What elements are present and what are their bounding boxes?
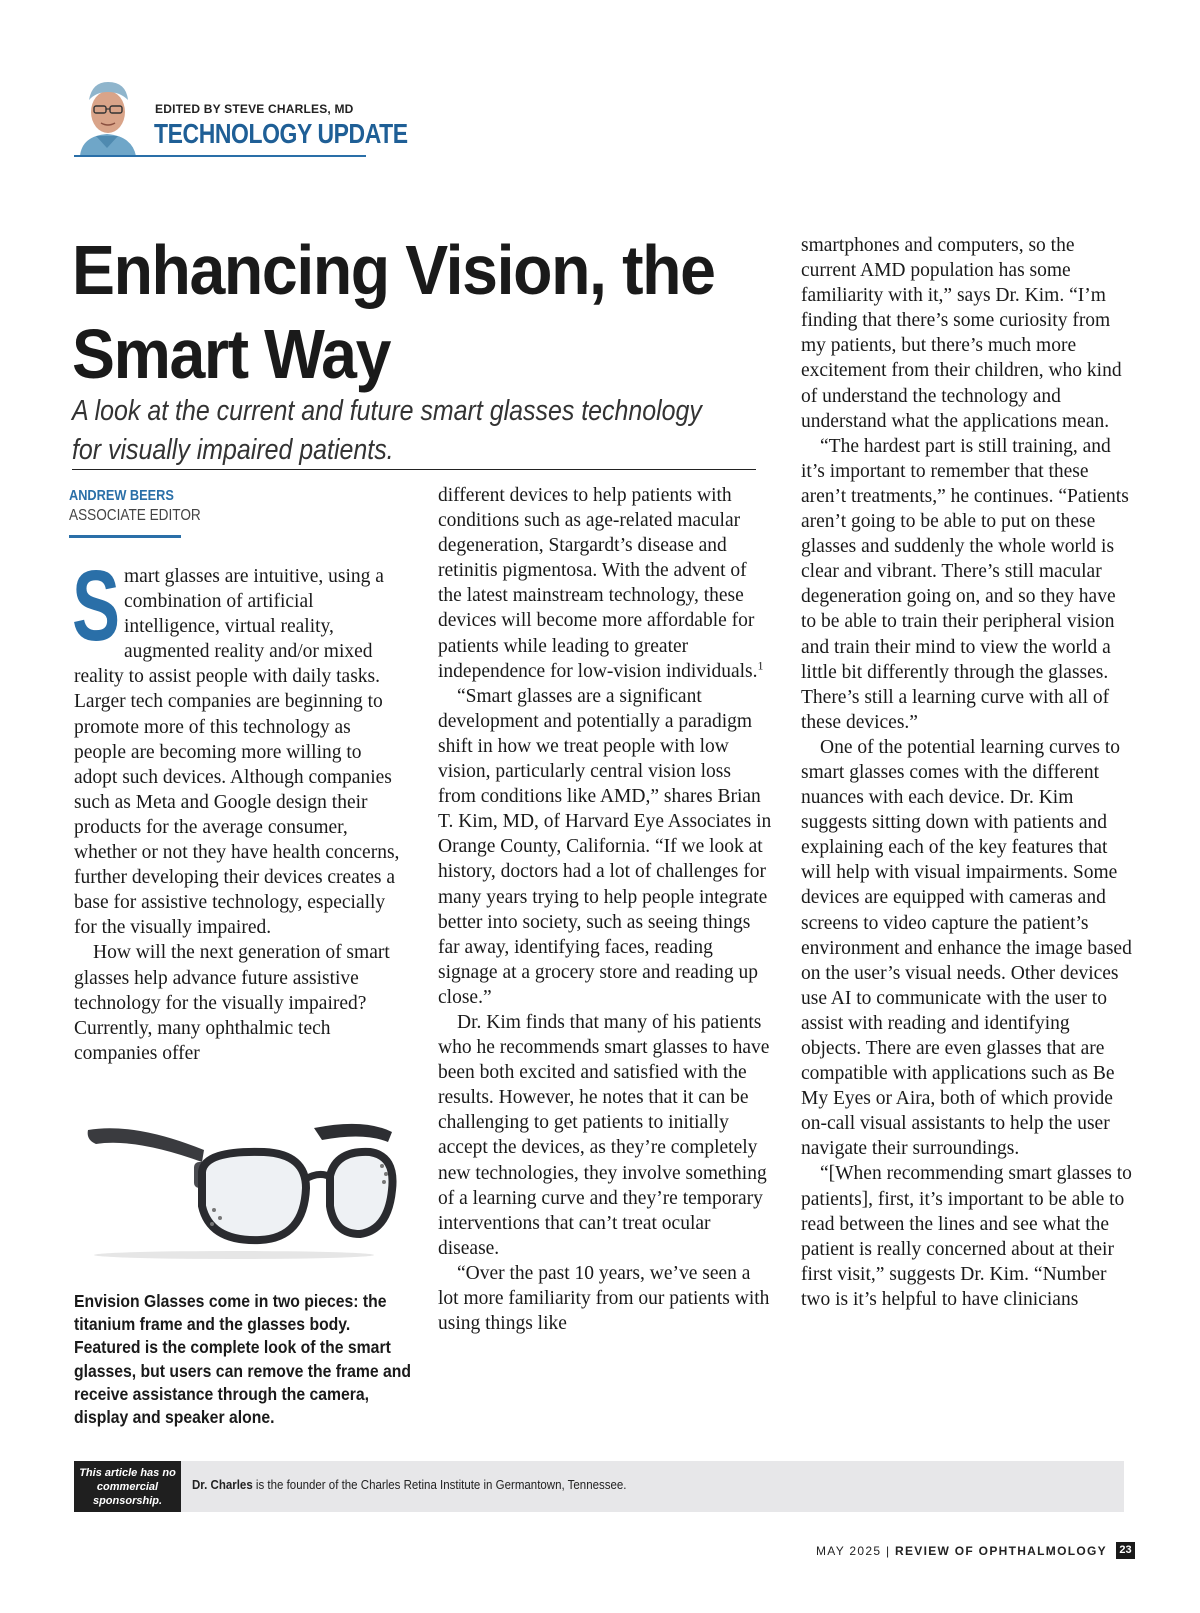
bio-name: Dr. Charles	[192, 1478, 253, 1492]
paragraph-5-text-col2: “Over the past 10 years, we’ve seen a lot more familiarity from our patients with using things like	[438, 1262, 770, 1335]
body-column-2	[438, 483, 772, 1336]
envision-glasses-image	[74, 1110, 404, 1260]
page-number: 23	[1116, 1542, 1135, 1559]
paragraph-2	[438, 483, 772, 684]
sponsorship-notice: This article has no commercial sponsorship.	[74, 1461, 181, 1512]
paragraph-8: “[When recommending smart glasses to patients], first, it’s important to be able to read between the lines and see what the patient is really concerned about at their first visit,” suggests Dr. Kim. “Number two is it’s helpful to have clinicians	[801, 1163, 1132, 1310]
paragraph-intro	[72, 550, 406, 940]
issue-date: MAY 2025	[816, 1544, 882, 1558]
figure-caption: Envision Glasses come in two pieces: the titanium frame and the glasses body. Featured is the complete look of the smart glasses, but users can remove the frame and receive assistance through the camera, display and speaker alone.	[74, 1291, 412, 1428]
header-rule	[74, 155, 366, 157]
paragraph-5	[438, 1261, 772, 1336]
paragraph-5-cont	[801, 233, 1133, 434]
bio-text: is the founder of the Charles Retina Institute in Germantown, Tennessee.	[252, 1478, 627, 1492]
paragraph-7: One of the potential learning curves to smart glasses comes with the different nuances with each device. Dr. Kim suggests sitting down with patients and explaining each of the key features that will help with visual impairments. Some devices are equipped with cameras and screens to video capture the patient’s environment and enhance the image based on the user’s visual needs. Other devices use AI to communicate with the user to assist with reading and identifying objects. There are even glasses that are compatible with applications such as Be My Eyes or Aira, both of which provide on-call visual assistants to help the user navigate their surroundings.	[801, 736, 1132, 1160]
author-name: ANDREW BEERS	[69, 487, 174, 504]
paragraph-3: “Smart glasses are a significant development and potentially a paradigm shift in how we treat people with low vision, particularly central vision loss from conditions like AMD,” shares Brian T. Kim, MD, of Harvard Eye Associates in Orange County, California. “If we look at history, doctors had a lot of challenges for many years trying to help people integrate better into society, such as seeing things far away, identifying faces, reading signage at a grocery store and reading up close.”	[438, 685, 772, 1008]
title-rule	[72, 469, 756, 470]
publication-name: REVIEW OF OPHTHALMOLOGY	[895, 1544, 1107, 1558]
paragraph-5-text-col3: smartphones and computers, so the current AMD population has some familiarity with it,” says Dr. Kim. “I’m finding that there’s some curiosity from my patients, but there’s much more excitement from their children, who kind of understand the technology and understand what the applications mean.	[801, 235, 1122, 432]
folio	[816, 1544, 1107, 1558]
paragraph-6: “The hardest part is still training, and it’s important to remember that these aren’t treatments,” he continues. “Patients aren’t going to be able to put on these glasses and suddenly the whole world is clear and vibrant. There’s still macular degeneration going on, and so they have to be able to train their peripheral vision and train their mind to view the world a little bit differently through the glasses. There’s still a learning curve with all of these devices.”	[801, 435, 1129, 733]
folio-separator: |	[881, 1544, 896, 1558]
editor-photo	[74, 78, 140, 156]
author-rule	[69, 535, 181, 538]
paragraph-4: Dr. Kim finds that many of his patients who he recommends smart glasses to have been both excited and satisfied with the results. However, he notes that it can be challenging to get patients to initially accept the devices, as they’re completely new technologies, they involve something of a learning curve and they’re temporary interventions that can’t treat ocular disease.	[438, 1011, 770, 1259]
section-title: TECHNOLOGY UPDATE	[154, 118, 408, 149]
article-subtitle: A look at the current and future smart glasses technology for visually impaired patients.	[72, 395, 702, 466]
paragraph-2-text-col2: different devices to help patients with conditions such as age-related macular degeneration, Stargardt’s disease and retinitis pigmentosa. With the advent of the latest mainstream technology, these devices will become more affordable for patients while leading to greater independence for low-vision individuals.	[438, 485, 758, 682]
body-column-1	[72, 550, 406, 1066]
article-title: Enhancing Vision, the Smart Way	[72, 231, 715, 393]
body-column-3	[801, 233, 1133, 1312]
reference-marker: 1	[757, 658, 764, 673]
edited-by-label: EDITED BY STEVE CHARLES, MD	[155, 102, 354, 116]
author-role: ASSOCIATE EDITOR	[69, 507, 201, 524]
editor-bio	[192, 1478, 626, 1492]
paragraph-1-text: mart glasses are intuitive, using a combination of artificial intelligence, virtual reality, augmented reality and/or mixed reality to assist people with daily tasks. Larger tech companies are beginning to promote more of this technology as people are becoming more willing to adopt such devices. Although companies such as Meta and Google design their products for the average consumer, whether or not they have health concerns, further developing their devices creates a base for assistive technology, especially for the visually impaired.	[74, 566, 400, 939]
paragraph-2-start: How will the next generation of smart glasses help advance future assistive technology for the visually impaired? Currently, many ophthalmic tech companies offer	[74, 942, 390, 1064]
dropcap: S	[72, 550, 121, 662]
